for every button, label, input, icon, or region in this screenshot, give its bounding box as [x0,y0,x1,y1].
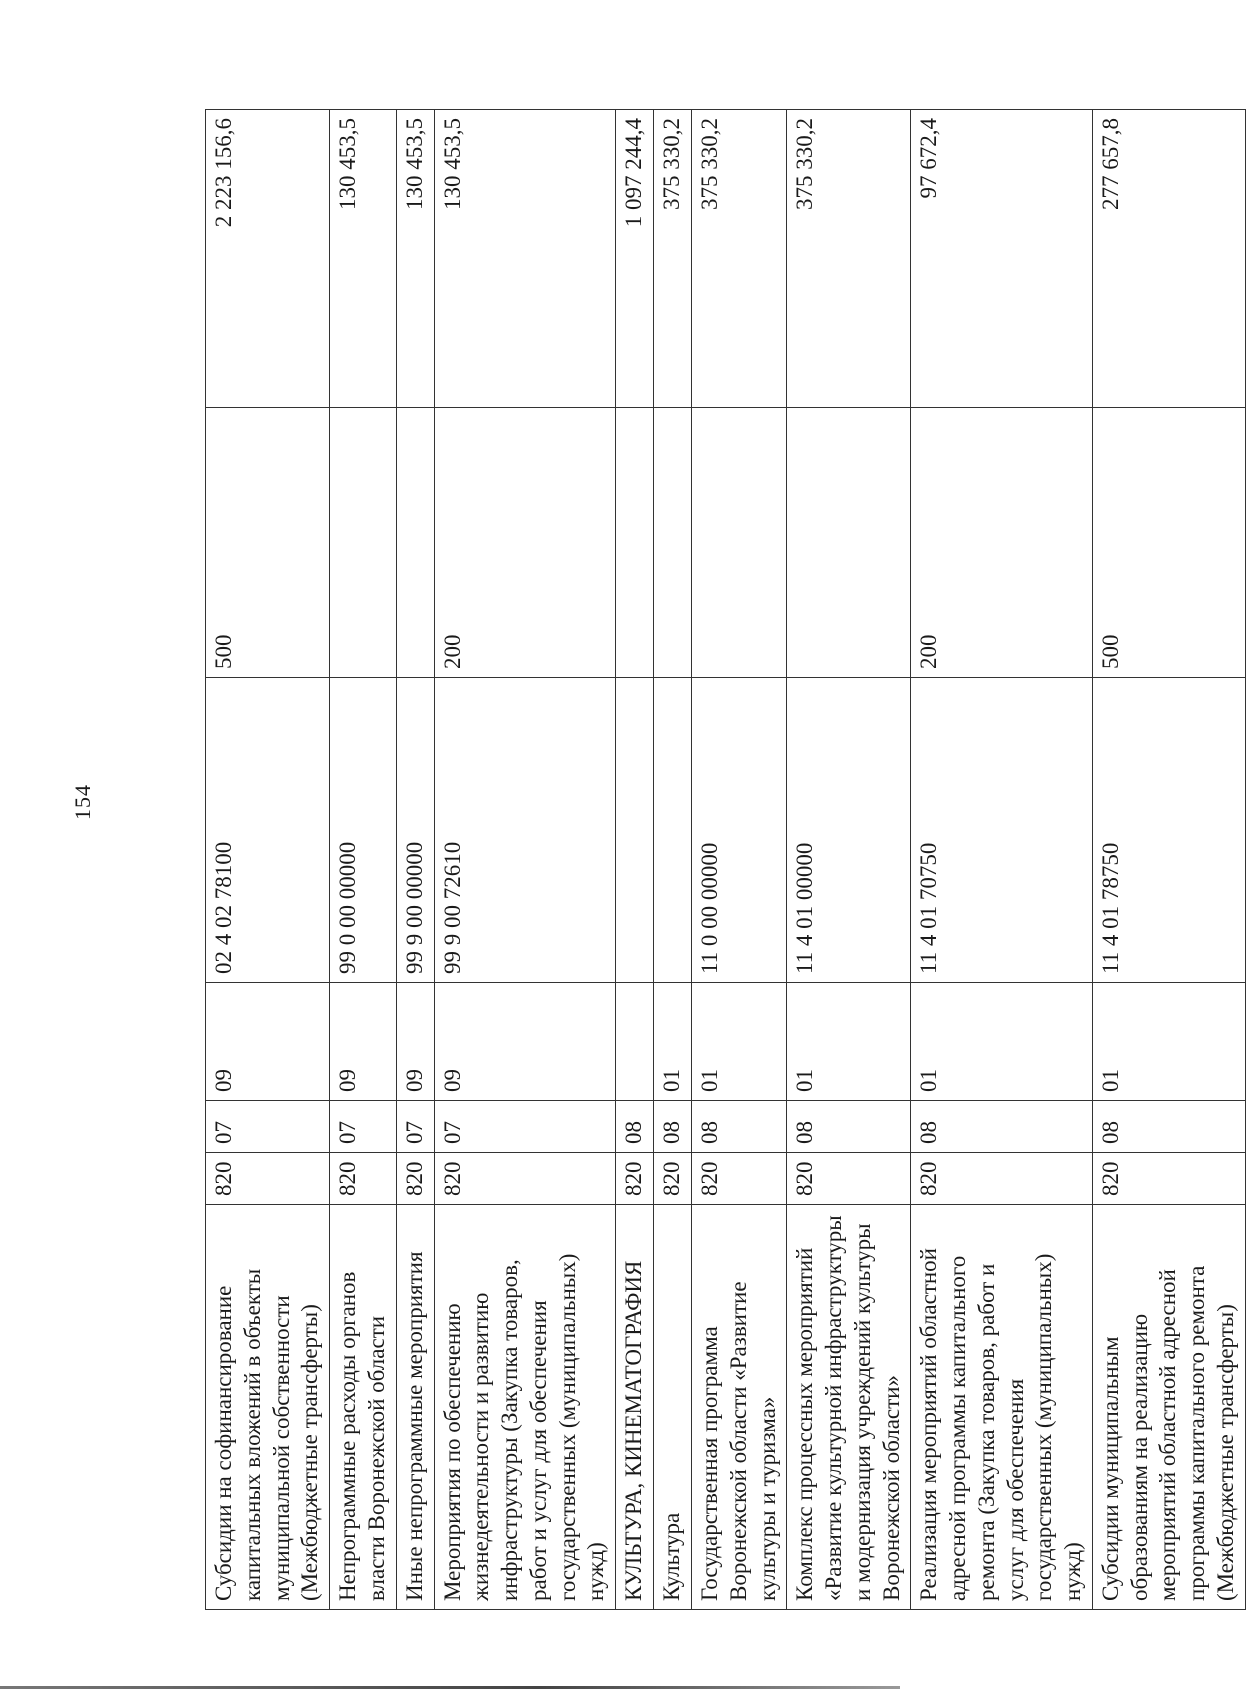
row-vr [330,408,397,678]
row-name: Субсидии муниципальным образованиям на реализацию мероприятий областной адресной программы капитального ремонта (Межбюджетные трансферты) [1092,1205,1245,1610]
row-csr: 99 9 00 00000 [396,678,434,983]
row-amount: 97 672,4 [911,110,1093,408]
row-pr: 01 [692,983,787,1101]
row-name: Субсидии на софинансирование капитальных вложений в объекты муниципальной собственности (Межбюджетные трансферты) [206,1205,330,1610]
row-vr: 500 [206,408,330,678]
row-amount: 1 097 244,4 [616,110,654,408]
row-gr: 820 [692,1153,787,1205]
row-pr: 09 [330,983,397,1101]
scan-edge-line [0,1686,900,1689]
row-vr [692,408,787,678]
row-amount: 130 453,5 [330,110,397,408]
row-pr: 01 [911,983,1093,1101]
row-vr: 200 [911,408,1093,678]
row-pr: 09 [206,983,330,1101]
row-rz: 08 [787,1101,911,1153]
row-rz: 08 [654,1101,692,1153]
row-csr: 11 4 01 70750 [911,678,1093,983]
table-row [396,110,434,1610]
row-rz: 07 [396,1101,434,1153]
row-rz: 08 [1092,1101,1245,1153]
row-amount: 130 453,5 [434,110,616,408]
row-rz: 07 [206,1101,330,1153]
table-row [692,110,787,1610]
table-row [330,110,397,1610]
row-vr [654,408,692,678]
row-name: Культура [654,1205,692,1610]
row-csr [654,678,692,983]
table-row [911,110,1093,1610]
row-rz: 08 [911,1101,1093,1153]
row-name: Реализация мероприятий областной адресной программы капитального ремонта (Закупка товаров, работ и услуг для обеспечения государственных (муниципальных) нужд) [911,1205,1093,1610]
row-pr [616,983,654,1101]
row-csr: 99 9 00 72610 [434,678,616,983]
row-csr: 02 4 02 78100 [206,678,330,983]
row-rz: 07 [434,1101,616,1153]
table-row [1092,110,1245,1610]
row-gr: 820 [434,1153,616,1205]
row-amount: 130 453,5 [396,110,434,408]
row-csr: 99 0 00 00000 [330,678,397,983]
row-rz: 07 [330,1101,397,1153]
row-gr: 820 [330,1153,397,1205]
row-pr: 01 [1092,983,1245,1101]
row-csr: 11 0 00 00000 [692,678,787,983]
row-vr [616,408,654,678]
table-row [206,110,330,1610]
budget-table [205,109,1246,1610]
row-rz: 08 [692,1101,787,1153]
row-name: КУЛЬТУРА, КИНЕМАТОГРАФИЯ [616,1205,654,1610]
row-pr: 01 [787,983,911,1101]
page-number: 154 [70,784,95,820]
table-row [434,110,616,1610]
table-row [616,110,654,1610]
row-gr: 820 [396,1153,434,1205]
row-amount: 375 330,2 [787,110,911,408]
row-rz: 08 [616,1101,654,1153]
row-csr: 11 4 01 00000 [787,678,911,983]
row-amount: 2 223 156,6 [206,110,330,408]
row-gr: 820 [1092,1153,1245,1205]
row-vr: 200 [434,408,616,678]
row-gr: 820 [206,1153,330,1205]
row-gr: 820 [654,1153,692,1205]
row-name: Мероприятия по обеспечению жизнедеятельности и развитию инфраструктуры (Закупка товаров, работ и услуг для обеспечения государственных (муниципальных) нужд) [434,1205,616,1610]
row-gr: 820 [616,1153,654,1205]
row-amount: 375 330,2 [654,110,692,408]
table-row [654,110,692,1610]
row-vr [787,408,911,678]
row-vr: 500 [1092,408,1245,678]
budget-table-frame [205,110,1238,1610]
table-row [787,110,911,1610]
row-gr: 820 [787,1153,911,1205]
row-vr [396,408,434,678]
row-csr: 11 4 01 78750 [1092,678,1245,983]
row-pr: 01 [654,983,692,1101]
row-pr: 09 [396,983,434,1101]
row-gr: 820 [911,1153,1093,1205]
row-name: Комплекс процессных мероприятий «Развитие культурной инфраструктуры и модернизация учреждений культуры Воронежской области» [787,1205,911,1610]
row-pr: 09 [434,983,616,1101]
row-name: Государственная программа Воронежской области «Развитие культуры и туризма» [692,1205,787,1610]
row-name: Непрограммные расходы органов власти Воронежской области [330,1205,397,1610]
row-amount: 277 657,8 [1092,110,1245,408]
row-amount: 375 330,2 [692,110,787,408]
row-name: Иные непрограммные мероприятия [396,1205,434,1610]
row-csr [616,678,654,983]
